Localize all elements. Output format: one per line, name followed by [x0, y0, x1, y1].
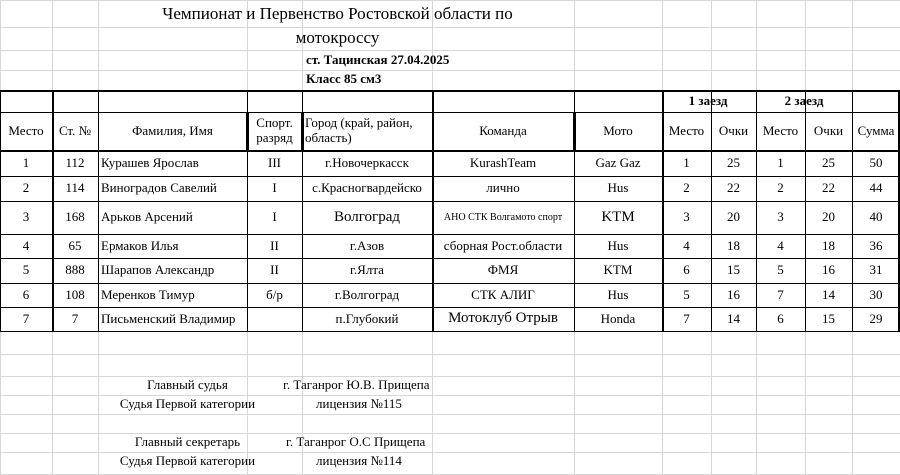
cell-name: Письменский Владимир — [101, 310, 236, 326]
cell-total: 50 — [869, 154, 883, 170]
cell-city: г.Новочеркасск — [325, 154, 409, 170]
cell-r2_place: 2 — [777, 180, 784, 196]
table-row-border — [0, 331, 900, 332]
official-role: Главный секретарь — [134, 434, 241, 450]
cell-rank: б/р — [266, 286, 283, 302]
cell-moto: KTM — [601, 208, 635, 225]
gridline-horizontal — [0, 0, 900, 1]
location-date: ст. Тацинская 27.04.2025 — [306, 51, 450, 67]
gridline-horizontal — [0, 414, 900, 415]
cell-rank — [247, 307, 302, 331]
official-role: Судья Первой категории — [119, 396, 256, 412]
cell-r1_place: 5 — [683, 286, 690, 302]
official-value: лицензия №114 — [316, 453, 402, 469]
official-role: Главный судья — [147, 377, 228, 393]
cell-rank: III — [268, 154, 281, 170]
cell-total: 36 — [869, 237, 883, 253]
cell-r1_points: 14 — [727, 310, 740, 326]
cell-r1_place: 6 — [683, 262, 690, 278]
cell-r1_place: 4 — [683, 237, 690, 253]
header-r2_points: Очки — [813, 122, 844, 138]
cell-r1_place: 3 — [683, 209, 690, 225]
class-label: Класс 85 см3 — [306, 70, 382, 86]
cell-name: Виноградов Савелий — [101, 180, 217, 196]
cell-r2_points: 18 — [822, 237, 835, 253]
cell-r1_points: 25 — [727, 154, 740, 170]
cell-place: 3 — [22, 209, 30, 225]
cell-moto: Hus — [607, 237, 629, 253]
cell-team: СТК АЛИГ — [471, 286, 535, 302]
cell-city: п.Глубокий — [335, 310, 399, 326]
cell-r2_place: 5 — [777, 262, 784, 278]
cell-rank: II — [270, 237, 279, 253]
cell-number: 888 — [65, 262, 85, 278]
header-name: Фамилия, Имя — [132, 122, 213, 138]
header-city: Город (край, район, область) — [305, 115, 413, 145]
cell-place: 1 — [22, 154, 30, 170]
header-moto: Мото — [603, 122, 633, 138]
cell-r1_place: 1 — [683, 154, 690, 170]
cell-total: 30 — [869, 286, 883, 302]
cell-number: 7 — [71, 310, 79, 326]
cell-place: 6 — [22, 286, 30, 302]
cell-r2_points: 20 — [822, 209, 835, 225]
cell-r1_points: 18 — [727, 237, 740, 253]
cell-r2_place: 3 — [777, 209, 784, 225]
cell-r2_place: 1 — [777, 154, 784, 170]
cell-number: 108 — [65, 286, 85, 302]
header-r1_place: Место — [668, 122, 705, 138]
cell-place: 7 — [22, 310, 30, 326]
cell-rank: I — [272, 180, 277, 196]
cell-place: 4 — [22, 237, 30, 253]
cell-number: 114 — [65, 180, 85, 196]
cell-number: 168 — [65, 209, 85, 225]
cell-r2_points: 15 — [822, 310, 835, 326]
cell-name: Курашев Ярослав — [101, 154, 199, 170]
cell-moto: KTM — [603, 262, 633, 278]
cell-city: г.Ялта — [350, 262, 384, 278]
cell-team: ФМЯ — [487, 262, 519, 278]
cell-r2_place: 7 — [777, 286, 784, 302]
cell-name: Арьков Арсений — [101, 209, 193, 225]
cell-moto: Honda — [600, 310, 636, 326]
header-number: Ст. № — [58, 122, 92, 138]
cell-place: 5 — [22, 262, 30, 278]
header-total: Сумма — [857, 122, 895, 138]
cell-number: 65 — [68, 237, 82, 253]
official-value: г. Таганрог Ю.В. Прищепа — [283, 377, 430, 393]
cell-name: Меренков Тимур — [101, 286, 195, 302]
official-role: Судья Первой категории — [119, 453, 256, 469]
cell-total: 29 — [869, 310, 883, 326]
cell-city: Волгоград — [333, 208, 400, 225]
cell-number: 112 — [65, 154, 85, 170]
cell-rank: II — [270, 262, 279, 278]
header-r2_place: Место — [762, 122, 799, 138]
official-value: лицензия №115 — [316, 396, 402, 412]
cell-team: сборная Рост.области — [443, 237, 563, 253]
cell-city: с.Красногвардейско — [312, 180, 422, 196]
cell-r1_place: 7 — [683, 310, 690, 326]
cell-city: г.Азов — [349, 237, 385, 253]
cell-moto: Hus — [607, 180, 629, 196]
cell-team: KurashTeam — [469, 154, 537, 170]
cell-name: Шарапов Александр — [101, 262, 215, 278]
cell-moto: Gaz Gaz — [595, 154, 641, 170]
gridline-horizontal — [0, 354, 900, 355]
header-place: Место — [8, 122, 44, 138]
cell-r1_points: 16 — [727, 286, 740, 302]
cell-r1_points: 20 — [727, 209, 740, 225]
title-line-1: Чемпионат и Первенство Ростовской области по — [162, 4, 513, 24]
cell-team: Мотоклуб Отрыв — [448, 310, 558, 327]
cell-r2_place: 4 — [777, 237, 784, 253]
cell-r2_points: 22 — [822, 180, 835, 196]
race2-label: 2 заезд — [784, 92, 824, 108]
cell-r1_points: 15 — [727, 262, 740, 278]
header-r1_points: Очки — [718, 122, 749, 138]
cell-r1_points: 22 — [727, 180, 740, 196]
cell-total: 31 — [869, 262, 883, 278]
header-team: Команда — [479, 122, 527, 138]
cell-rank: I — [272, 209, 277, 225]
cell-r2_points: 14 — [822, 286, 835, 302]
race1-label: 1 заезд — [688, 92, 728, 108]
gridline-horizontal — [0, 70, 900, 71]
cell-team: лично — [486, 180, 520, 196]
cell-r1_place: 2 — [683, 180, 690, 196]
cell-place: 2 — [22, 180, 30, 196]
cell-r2_place: 6 — [777, 310, 784, 326]
cell-city: г.Волгоград — [334, 286, 400, 302]
cell-total: 40 — [869, 209, 883, 225]
cell-r2_points: 16 — [822, 262, 835, 278]
cell-name: Ермаков Илья — [101, 237, 179, 253]
title-line-2: мотокроссу — [295, 28, 380, 48]
cell-moto: Hus — [607, 286, 629, 302]
cell-r2_points: 25 — [822, 154, 835, 170]
official-value: г. Таганрог О.С Прищепа — [286, 434, 426, 450]
header-rank: Спорт. разряд — [256, 115, 293, 145]
cell-team: АНО СТК Волгамото спорт — [443, 211, 563, 223]
cell-total: 44 — [869, 180, 883, 196]
